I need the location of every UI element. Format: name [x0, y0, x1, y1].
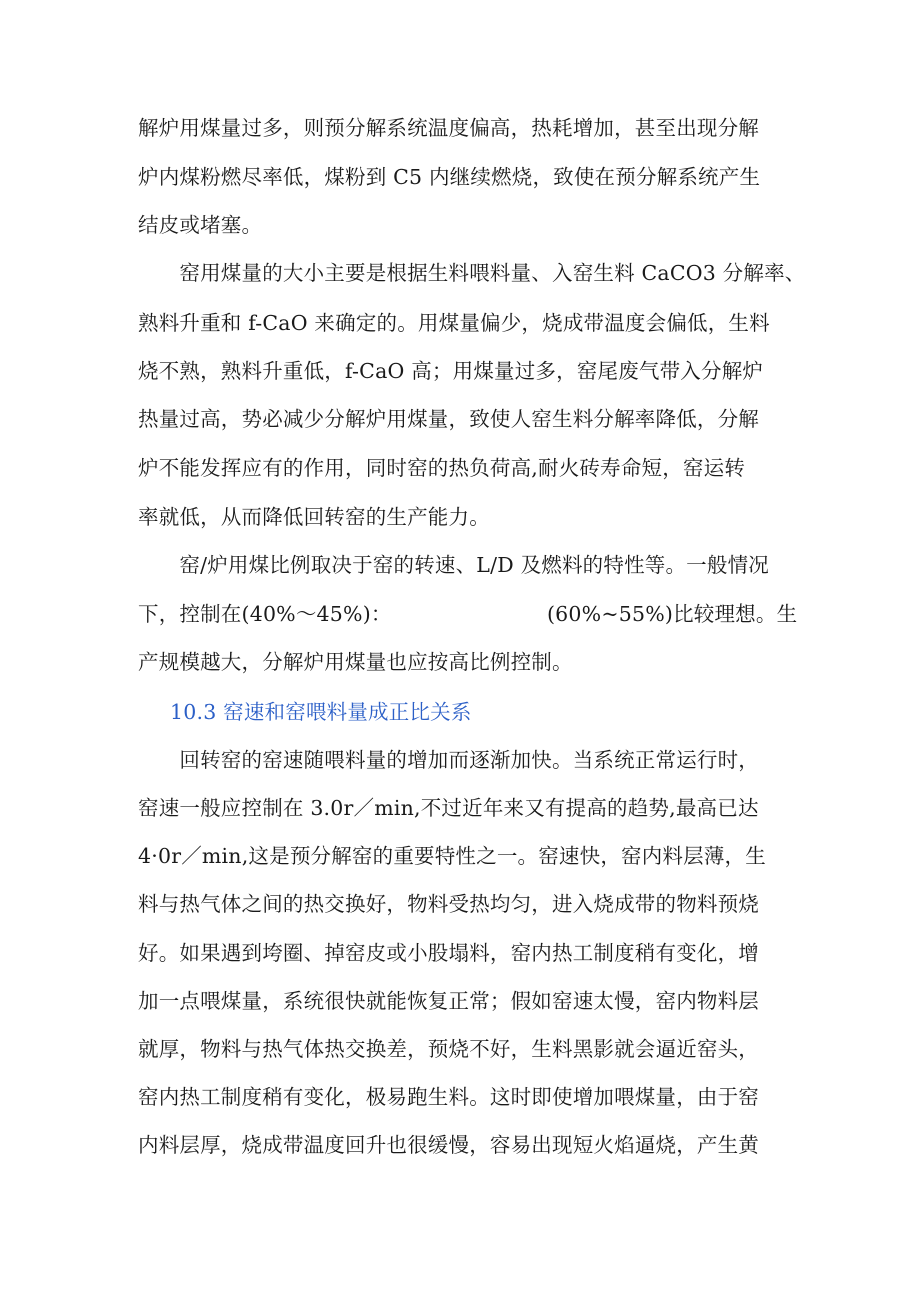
paragraph-line: 回转窑的窑速随喂料量的增加而逐渐加快。当系统正常运行时，	[138, 748, 759, 772]
paragraph-line: 结皮或堵塞。	[138, 213, 263, 237]
paragraph-line: 炉内煤粉燃尽率低，煤粉到 C5 内继续燃烧，致使在预分解系统产生	[138, 165, 761, 189]
paragraph-line: 窑内热工制度稍有变化，极易跑生料。这时即使增加喂煤量，由于窑	[138, 1085, 759, 1109]
paragraph-line: 产规模越大，分解炉用煤量也应按高比例控制。	[138, 650, 573, 674]
paragraph-line: 加一点喂煤量，系统很快就能恢复正常；假如窑速太慢，窑内物料层	[138, 989, 759, 1013]
paragraph-line: 下，控制在(40%～45%)： (60%~55%)比较理想。生	[138, 602, 798, 626]
paragraph-line: 窑用煤量的大小主要是根据生料喂料量、入窑生料 CaCO3 分解率、	[138, 261, 806, 285]
paragraph-line: 就厚，物料与热气体热交换差，预烧不好，生料黑影就会逼近窑头，	[138, 1037, 759, 1061]
paragraph-line: 炉不能发挥应有的作用，同时窑的热负荷高,耐火砖寿命短，窑运转	[138, 456, 746, 480]
paragraph-line: 热量过高，势必减少分解炉用煤量，致使人窑生料分解率降低，分解	[138, 407, 759, 431]
paragraph-line: 烧不熟，熟料升重低，f-CaO 高；用煤量过多，窑尾废气带入分解炉	[138, 359, 764, 383]
paragraph-line: 窑/炉用煤比例取决于窑的转速、L/D 及燃料的特性等。一般情况	[138, 553, 769, 577]
paragraph-line: 率就低，从而降低回转窑的生产能力。	[138, 505, 490, 529]
paragraph-line: 窑速一般应控制在 3.0r／min,不过近年来又有提高的趋势,最高已达	[138, 796, 759, 820]
paragraph-line: 内料层厚，烧成带温度回升也很缓慢，容易出现短火焰逼烧，产生黄	[138, 1133, 759, 1157]
paragraph-line: 4·0r／min,这是预分解窑的重要特性之一。窑速快，窑内料层薄，生	[138, 844, 766, 868]
paragraph-line: 好。如果遇到垮圈、掉窑皮或小股塌料，窑内热工制度稍有变化，增	[138, 941, 759, 965]
paragraph-line: 料与热气体之间的热交换好，物料受热均匀，进入烧成带的物料预烧	[138, 892, 759, 916]
section-heading: 10.3 窑速和窑喂料量成正比关系	[170, 700, 472, 724]
paragraph-line: 解炉用煤量过多，则预分解系统温度偏高，热耗增加，甚至出现分解	[138, 116, 759, 140]
paragraph-line: 熟料升重和 f-CaO 来确定的。用煤量偏少，烧成带温度会偏低，生料	[138, 311, 770, 335]
